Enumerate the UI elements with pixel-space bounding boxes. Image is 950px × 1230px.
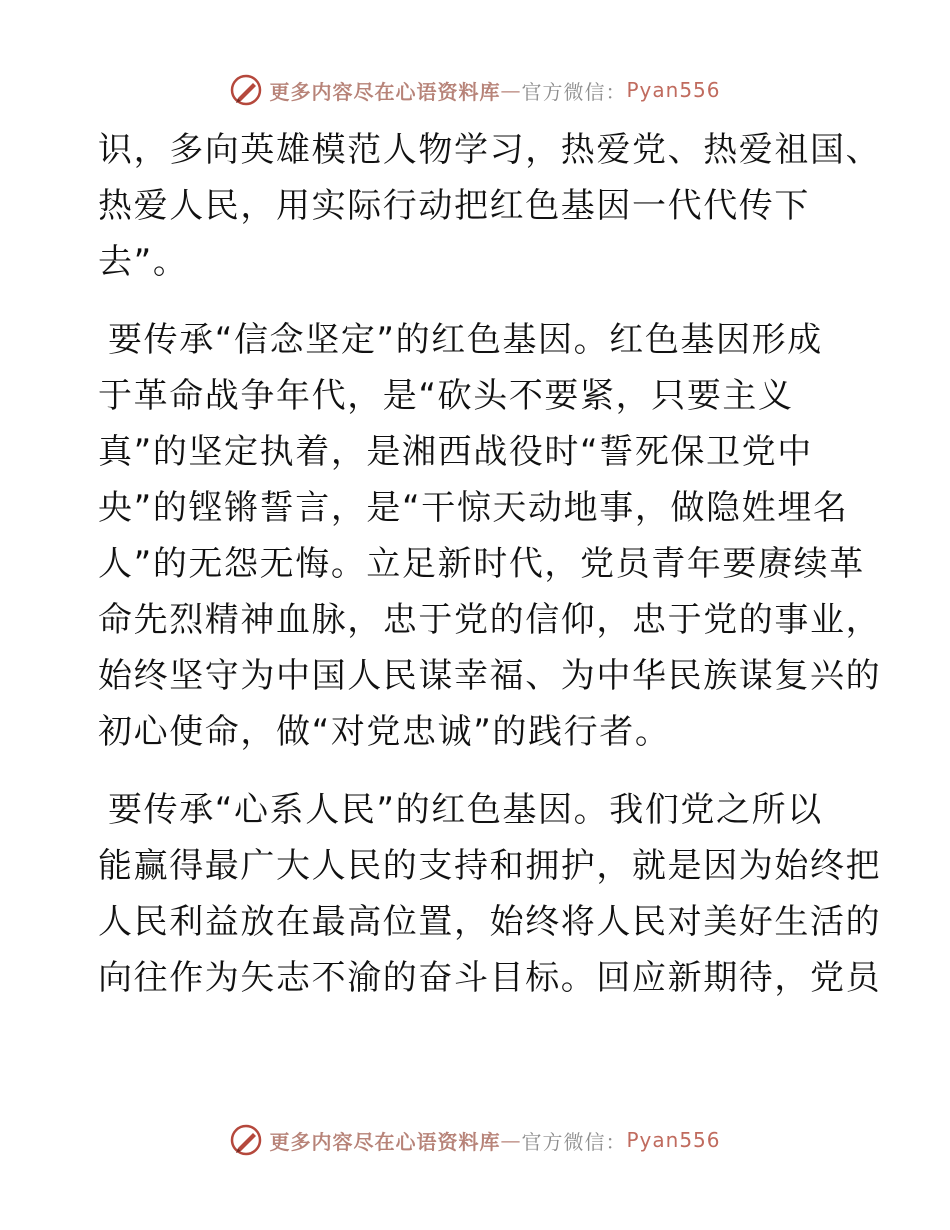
text-line: 人”的无怨无悔。立足新时代，党员青年要赓续革 (98, 544, 865, 584)
header-official-text: 官方微信： (521, 79, 627, 104)
text-line: 识，多向英雄模范人物学习，热爱党、热爱祖国、 (98, 130, 882, 170)
text-line: 要传承“心系人民”的红色基因。我们党之所以 (108, 790, 823, 830)
text-line: 热爱人民，用实际行动把红色基因一代代传下 (98, 186, 810, 226)
footer-separator: — (500, 1128, 522, 1152)
header-wechat-id: Pyan556 (626, 78, 721, 102)
paragraph-1 (98, 122, 882, 290)
paragraph-2 (98, 312, 882, 760)
text-line: 真”的坚定执着，是湘西战役时“誓死保卫党中 (98, 432, 813, 472)
header-separator: — (500, 78, 522, 102)
header-site-text: 更多内容尽在心语资料库 (269, 79, 501, 104)
text-line: 向往作为矢志不渝的奋斗目标。回应新期待，党员 (98, 958, 882, 998)
footer-wechat-id: Pyan556 (626, 1128, 721, 1152)
header-banner (0, 70, 950, 110)
pen-circle-logo-icon (229, 73, 263, 107)
paragraph-3 (98, 782, 882, 1006)
text-line: 于革命战争年代，是“砍头不要紧，只要主义 (98, 376, 794, 416)
text-line: 命先烈精神血脉，忠于党的信仰，忠于党的事业， (98, 600, 882, 640)
text-line: 能赢得最广大人民的支持和拥护，就是因为始终把 (98, 846, 882, 886)
text-line: 初心使命，做“对党忠诚”的践行者。 (98, 712, 671, 752)
footer-site-text: 更多内容尽在心语资料库 (269, 1129, 501, 1154)
text-line: 始终坚守为中国人民谋幸福、为中华民族谋复兴的 (98, 656, 882, 696)
text-line: 人民利益放在最高位置，始终将人民对美好生活的 (98, 902, 882, 942)
text-line: 央”的铿锵誓言，是“干惊天动地事，做隐姓埋名 (98, 488, 849, 528)
text-line: 要传承“信念坚定”的红色基因。红色基因形成 (108, 320, 823, 360)
pen-circle-logo-icon (229, 1123, 263, 1157)
text-line: 去”。 (98, 242, 189, 282)
footer-official-text: 官方微信： (521, 1129, 627, 1154)
footer-banner (0, 1120, 950, 1160)
document-body (98, 122, 882, 1006)
